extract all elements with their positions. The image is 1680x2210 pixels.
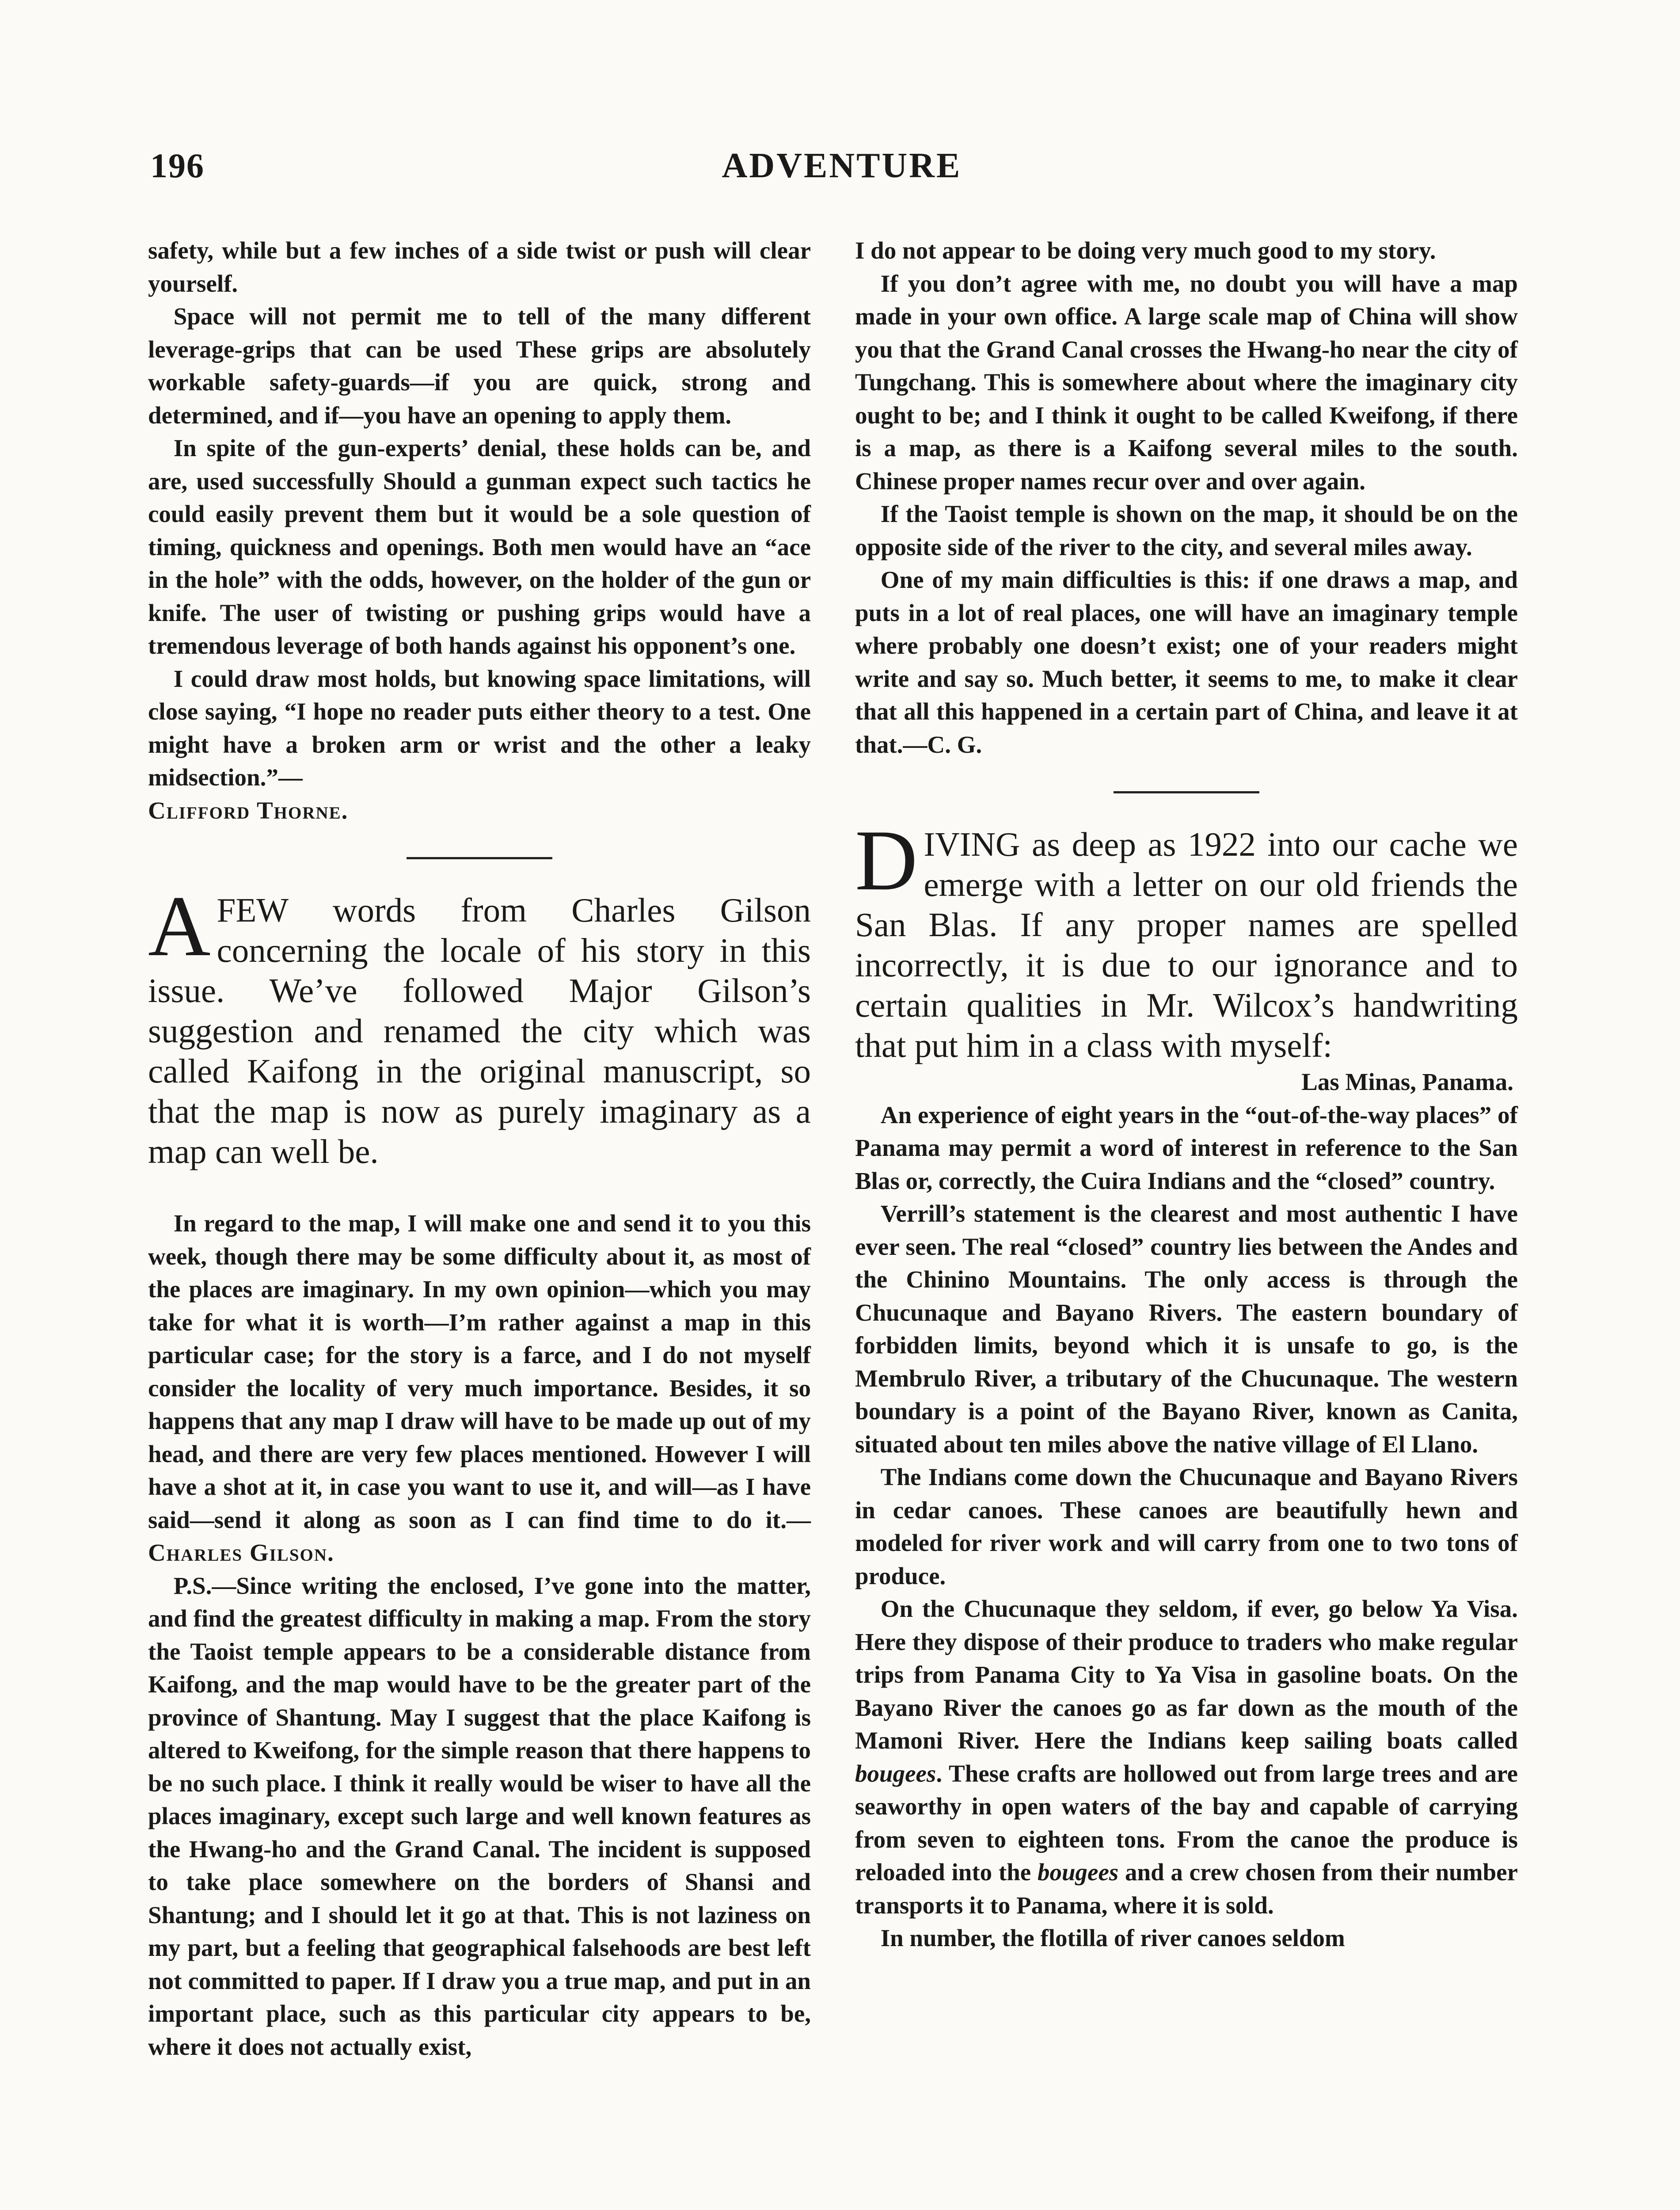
paragraph: The Indians come down the Chucunaque and Bayano Rivers in cedar canoes. These canoes are beautifully hewn and modeled for river work and will carry from one to two tons of produce.: [855, 1463, 1518, 1589]
paragraph-text: On the Chucunaque they seldom, if ever, go below Ya Visa. Here they dispose of their produce to traders who make regular trips from Panama City to Ya Visa in gasoline boats. On the Bayano River the canoes go as far down as the mouth of the Mamoni River. Here the Indians keep sailing boats called: [855, 1595, 1518, 1754]
lead-text: IVING as deep as 1922 into our cache we emerge with a letter on our old friends the San Blas. If any proper names are spelled incorrectly, it is due to our ignorance and to certain qualities in Mr. Wilcox’s handwriting that put him in a class with myself:: [855, 825, 1518, 1064]
paragraph: P.S.—Since writing the enclosed, I’ve gone into the matter, and find the greatest difficulty in making a map. From the story the Taoist temple appears to be a considerable distance from Kaifong, and the map would have to be the greater part of the province of Shantung. May I suggest that the place Kaifong is altered to Kweifong, for the simple reason that there happens to be no such place. I think it really would be wiser to have all the places imaginary, except such large and well known features as the Hwang-ho and the Grand Canal. The incident is supposed to take place somewhere on the borders of Shansi and Shantung; and I should let it go at that. This is not laziness on my part, but a feeling that geographical falsehoods are best left not committed to paper. If I draw you a true map, and put in an important place, such as this particular city appears to be, where it does not actually exist,: [148, 1572, 811, 2060]
paragraph: An experience of eight years in the “out-of-the-way places” of Panama may permit a word of interest in reference to the San Blas or, correctly, the Cuira Indians and the “closed” country.: [855, 1101, 1518, 1194]
paragraph: If the Taoist temple is shown on the map, it should be on the opposite side of the river to the city, and several miles away.: [855, 500, 1518, 560]
paragraph: Space will not permit me to tell of the many different leverage-grips that can be used These grips are absolutely workable safety-guards—if you are quick, strong and determined, and if—you have an opening to apply them.: [148, 303, 811, 429]
thorne-letter: [148, 234, 811, 827]
paragraph-text: and a crew chosen from their number transports it to Panama, where it is sold.: [855, 1859, 1518, 1919]
page-number: 196: [150, 146, 205, 185]
paragraph: Verrill’s statement is the clearest and most authentic I have ever seen. The real “closed” country lies between the Andes and the Chinino Mountains. The only access is through the Chucunaque and Bayano Rivers. The eastern boundary of forbidden limits, beyond which it is unsafe to go, is the Membrulo River, a tributary of the Chucunaque. The western boundary is a point of the Bayano River, known as Canita, situated about ten miles above the native village of El Llano.: [855, 1200, 1518, 1458]
letter-place: Las Minas, Panama.: [1301, 1068, 1513, 1095]
paragraph: [855, 1593, 1518, 1922]
page-header: [150, 146, 1533, 199]
signature: Charles Gilson.: [148, 1539, 334, 1566]
wilcox-letter: [855, 1066, 1518, 1955]
lead-text: FEW words from Charles Gilson concerning the locale of his story in this issue. We’ve followed Major Gilson’s suggestion and renamed the city which was called Kaifong in the original manuscript, so that the map is now as purely imaginary as a map can well be.: [148, 891, 811, 1170]
right-column: [855, 234, 1518, 1955]
drop-cap: D: [855, 812, 918, 908]
section-divider: [407, 857, 552, 859]
paragraph: In spite of the gun-experts’ denial, these holds can be, and are, used successfully Should a gunman expect such tactics he could easily prevent them but it would be a sole question of timing, quickness and openings. Both men would have an “ace in the hole” with the odds, however, on the holder of the gun or knife. The user of twisting or pushing grips would have a tremendous leverage of both hands against his opponent’s one.: [148, 434, 811, 659]
running-title: ADVENTURE: [722, 146, 962, 185]
gilson-letter: [148, 1207, 811, 2063]
paragraph: [148, 663, 811, 827]
paragraph: One of my main difficulties is this: if one draws a map, and puts in a lot of real places, one will have an imaginary temple where probably one doesn’t exist; one of your readers might write and say so. Much better, it seems to me, to make it clear that all this happened in a certain part of China, and leave it at that.—C. G.: [855, 566, 1518, 758]
section-divider: [1114, 791, 1259, 793]
section-lead: [148, 878, 811, 1172]
italic-term: bougees: [1037, 1859, 1119, 1886]
paragraph-text: In regard to the map, I will make one and send it to you this week, though there may be some difficulty about it, as most of the places are imaginary. In my own opinion—which you may take for what it is worth—I’m rather against a map in this particular case; for the story is a farce, and I do not myself consider the locality of very much importance. Besides, it so happens that any map I draw will have to be made up out of my head, and there are very few places mentioned. However I will have a shot at it, in case you want to use it, and will—as I have said—send it along as soon as I can find time to do it.—: [148, 1210, 811, 1533]
italic-term: bougees: [855, 1760, 936, 1787]
section-lead: [855, 812, 1518, 1066]
paragraph: If you don’t agree with me, no doubt you will have a map made in your own office. A large scale map of China will show you that the Grand Canal crosses the Hwang-ho near the city of Tungchang. This is somewhere about where the imaginary city ought to be; and I think it ought to be called Kweifong, if there is a map, as there is a Kaifong several miles to the south. Chinese proper names recur over and over again.: [855, 270, 1518, 495]
paragraph: [148, 1207, 811, 1570]
left-column: [148, 234, 811, 2063]
paragraph-text: . These crafts are hollowed out from large trees and are seaworthy in open waters of the bay and capable of carrying from seven to eighteen tons. From the canoe the produce is reloaded into the: [855, 1760, 1518, 1886]
signature: Clifford Thorne.: [148, 796, 349, 824]
paragraph-text: I could draw most holds, but knowing space limitations, will close saying, “I hope no reader puts either theory to a test. One might have a broken arm or wrist and the other a leaky midsection.”—: [148, 665, 811, 791]
paragraph: I do not appear to be doing very much good to my story.: [855, 237, 1436, 264]
paragraph: In number, the flotilla of river canoes seldom: [880, 1924, 1345, 1951]
gilson-letter-continued: [855, 234, 1518, 761]
paragraph: safety, while but a few inches of a side twist or push will clear yourself.: [148, 237, 811, 297]
drop-cap: A: [148, 878, 211, 974]
